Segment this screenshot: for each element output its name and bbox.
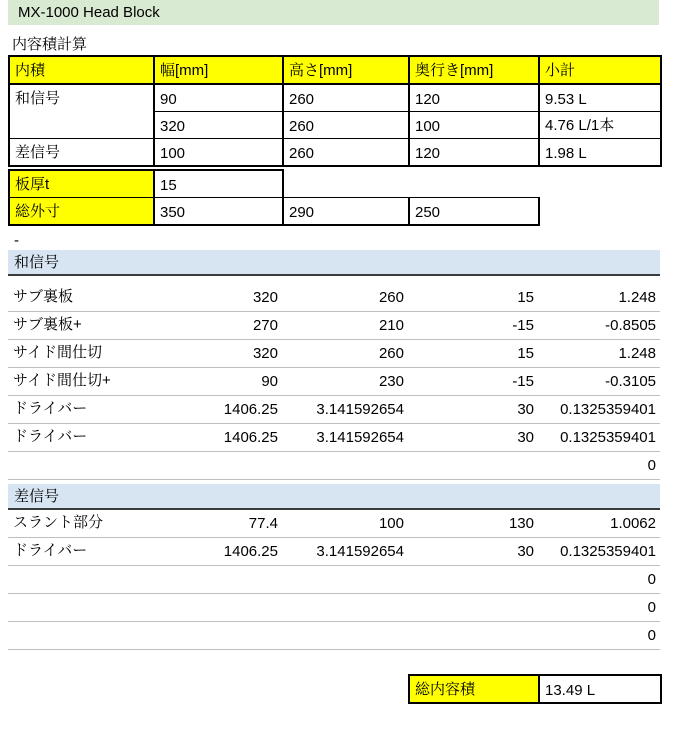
calc-result-cell[interactable]: 0 <box>647 570 656 588</box>
total-value-cell[interactable]: 13.49 L <box>539 675 661 703</box>
calc-row <box>8 368 660 396</box>
diff-section-rows <box>8 510 660 650</box>
table-row <box>9 138 661 166</box>
header-cell-subtotal[interactable]: 小計 <box>539 56 661 84</box>
value-cell[interactable]: 260 <box>283 84 409 111</box>
calc-value-cell[interactable] <box>282 474 408 479</box>
outer-label-cell[interactable]: 総外寸 <box>9 197 154 225</box>
subtotal-cell[interactable]: 9.53 L <box>539 84 661 111</box>
calc-row <box>8 510 660 538</box>
calc-result-cell[interactable]: 0.1325359401 <box>560 542 656 560</box>
calc-row <box>8 312 660 340</box>
calc-label-cell[interactable] <box>8 588 153 593</box>
thickness-value-cell[interactable]: 15 <box>154 170 283 198</box>
calc-result-cell[interactable]: 0.1325359401 <box>560 428 656 446</box>
header-cell-height[interactable]: 高さ[mm] <box>283 56 409 84</box>
calc-result-cell[interactable]: -0.8505 <box>605 316 656 334</box>
calc-value-cell[interactable]: 15 <box>517 288 534 306</box>
calc-label-cell[interactable] <box>8 474 153 479</box>
dash-cell[interactable]: - <box>14 231 19 249</box>
thickness-label-cell[interactable]: 板厚t <box>9 170 154 198</box>
volume-table-header-row <box>9 56 661 84</box>
sum-section-rows <box>8 284 660 480</box>
calc-row <box>8 538 660 566</box>
calc-value-cell[interactable]: -15 <box>512 372 534 390</box>
calc-row <box>8 594 660 622</box>
calc-row <box>8 340 660 368</box>
calc-row <box>8 452 660 480</box>
label-cell[interactable]: 差信号 <box>9 138 154 166</box>
value-cell[interactable]: 120 <box>409 138 539 166</box>
calc-label-cell[interactable] <box>8 644 153 649</box>
table-row <box>9 84 661 111</box>
outer-width-cell[interactable]: 350 <box>154 197 283 225</box>
calc-value-cell[interactable]: 3.141592654 <box>316 400 404 418</box>
calc-row <box>8 424 660 452</box>
calc-value-cell[interactable]: 230 <box>378 372 404 390</box>
calc-result-cell[interactable]: 1.248 <box>618 344 656 362</box>
calc-row <box>8 566 660 594</box>
thickness-row <box>9 170 539 198</box>
calc-label-cell[interactable]: ドライバー <box>13 427 88 445</box>
subtotal-cell[interactable]: 4.76 L/1本 <box>539 111 661 138</box>
calc-value-cell[interactable]: 90 <box>261 372 278 390</box>
subtitle-cell[interactable]: 内容積計算 <box>12 36 88 53</box>
page-title[interactable]: MX-1000 Head Block <box>8 0 659 25</box>
calc-result-cell[interactable]: 1.0062 <box>610 514 656 532</box>
calc-value-cell[interactable] <box>153 474 282 479</box>
calc-label-cell[interactable]: スラント部分 <box>13 513 104 531</box>
calc-value-cell[interactable]: 260 <box>378 344 404 362</box>
calc-value-cell[interactable]: 270 <box>252 316 278 334</box>
volume-table <box>8 55 662 167</box>
header-cell-depth[interactable]: 奥行き[mm] <box>409 56 539 84</box>
calc-label-cell[interactable]: サブ裏板 <box>13 287 74 305</box>
empty-cell <box>409 170 539 198</box>
sum-section-header[interactable]: 和信号 <box>8 250 660 276</box>
calc-result-cell[interactable]: 1.248 <box>618 288 656 306</box>
value-cell[interactable]: 120 <box>409 84 539 111</box>
calc-value-cell[interactable]: 1406.25 <box>223 400 278 418</box>
calc-label-cell[interactable]: ドライバー <box>13 541 88 559</box>
value-cell[interactable]: 260 <box>283 111 409 138</box>
calc-value-cell[interactable]: 77.4 <box>248 514 278 532</box>
calc-value-cell[interactable]: 1406.25 <box>223 542 278 560</box>
calc-value-cell[interactable] <box>282 616 408 621</box>
calc-value-cell[interactable]: 320 <box>252 288 278 306</box>
value-cell[interactable]: 100 <box>154 138 283 166</box>
calc-value-cell[interactable] <box>282 588 408 593</box>
outer-dims-row <box>9 197 539 225</box>
calc-value-cell[interactable] <box>153 588 282 593</box>
calc-value-cell[interactable]: 210 <box>378 316 404 334</box>
calc-result-cell[interactable]: 0 <box>647 456 656 474</box>
value-cell[interactable]: 260 <box>283 138 409 166</box>
calc-label-cell[interactable] <box>8 616 153 621</box>
calc-value-cell[interactable] <box>153 644 282 649</box>
calc-value-cell[interactable]: 320 <box>252 344 278 362</box>
calc-value-cell[interactable]: 30 <box>517 428 534 446</box>
calc-value-cell[interactable]: 30 <box>517 400 534 418</box>
calc-value-cell[interactable] <box>408 644 538 649</box>
calc-label-cell[interactable]: ドライバー <box>13 399 88 417</box>
calc-value-cell[interactable] <box>282 644 408 649</box>
calc-result-cell[interactable]: 0 <box>647 598 656 616</box>
value-cell[interactable]: 90 <box>154 84 283 111</box>
calc-result-cell[interactable]: -0.3105 <box>605 372 656 390</box>
empty-cell <box>283 170 409 198</box>
calc-value-cell[interactable]: 130 <box>508 514 534 532</box>
calc-value-cell[interactable] <box>408 616 538 621</box>
value-cell[interactable]: 320 <box>154 111 283 138</box>
calc-value-cell[interactable]: 15 <box>517 344 534 362</box>
total-table <box>408 674 662 704</box>
calc-row <box>8 284 660 312</box>
calc-result-cell[interactable]: 0.1325359401 <box>560 400 656 418</box>
calc-row <box>8 396 660 424</box>
calc-label-cell[interactable]: サイド間仕切 <box>13 343 102 361</box>
params-table <box>8 169 540 226</box>
calc-value-cell[interactable]: -15 <box>512 316 534 334</box>
calc-value-cell[interactable] <box>153 616 282 621</box>
diff-section-header[interactable]: 差信号 <box>8 484 660 510</box>
calc-label-cell[interactable]: サイド間仕切+ <box>13 371 111 389</box>
calc-label-cell[interactable]: サブ裏板+ <box>13 315 82 333</box>
header-cell-naiseki[interactable]: 内積 <box>9 56 154 84</box>
total-area <box>408 674 674 704</box>
outer-height-cell[interactable]: 290 <box>283 197 409 225</box>
calc-value-cell[interactable] <box>408 588 538 593</box>
calc-value-cell[interactable]: 30 <box>517 542 534 560</box>
calc-value-cell[interactable]: 260 <box>378 288 404 306</box>
total-label-cell[interactable]: 総内容積 <box>409 675 539 703</box>
value-cell[interactable]: 100 <box>409 111 539 138</box>
outer-depth-cell[interactable]: 250 <box>409 197 539 225</box>
calc-value-cell[interactable]: 1406.25 <box>223 428 278 446</box>
calc-row <box>8 622 660 650</box>
calc-value-cell[interactable]: 100 <box>378 514 404 532</box>
calc-result-cell[interactable]: 0 <box>647 626 656 644</box>
label-cell[interactable]: 和信号 <box>9 84 154 138</box>
calc-value-cell[interactable]: 3.141592654 <box>316 428 404 446</box>
calc-value-cell[interactable] <box>408 474 538 479</box>
total-row <box>409 675 661 703</box>
calc-value-cell[interactable]: 3.141592654 <box>316 542 404 560</box>
subtotal-cell[interactable]: 1.98 L <box>539 138 661 166</box>
header-cell-width[interactable]: 幅[mm] <box>154 56 283 84</box>
